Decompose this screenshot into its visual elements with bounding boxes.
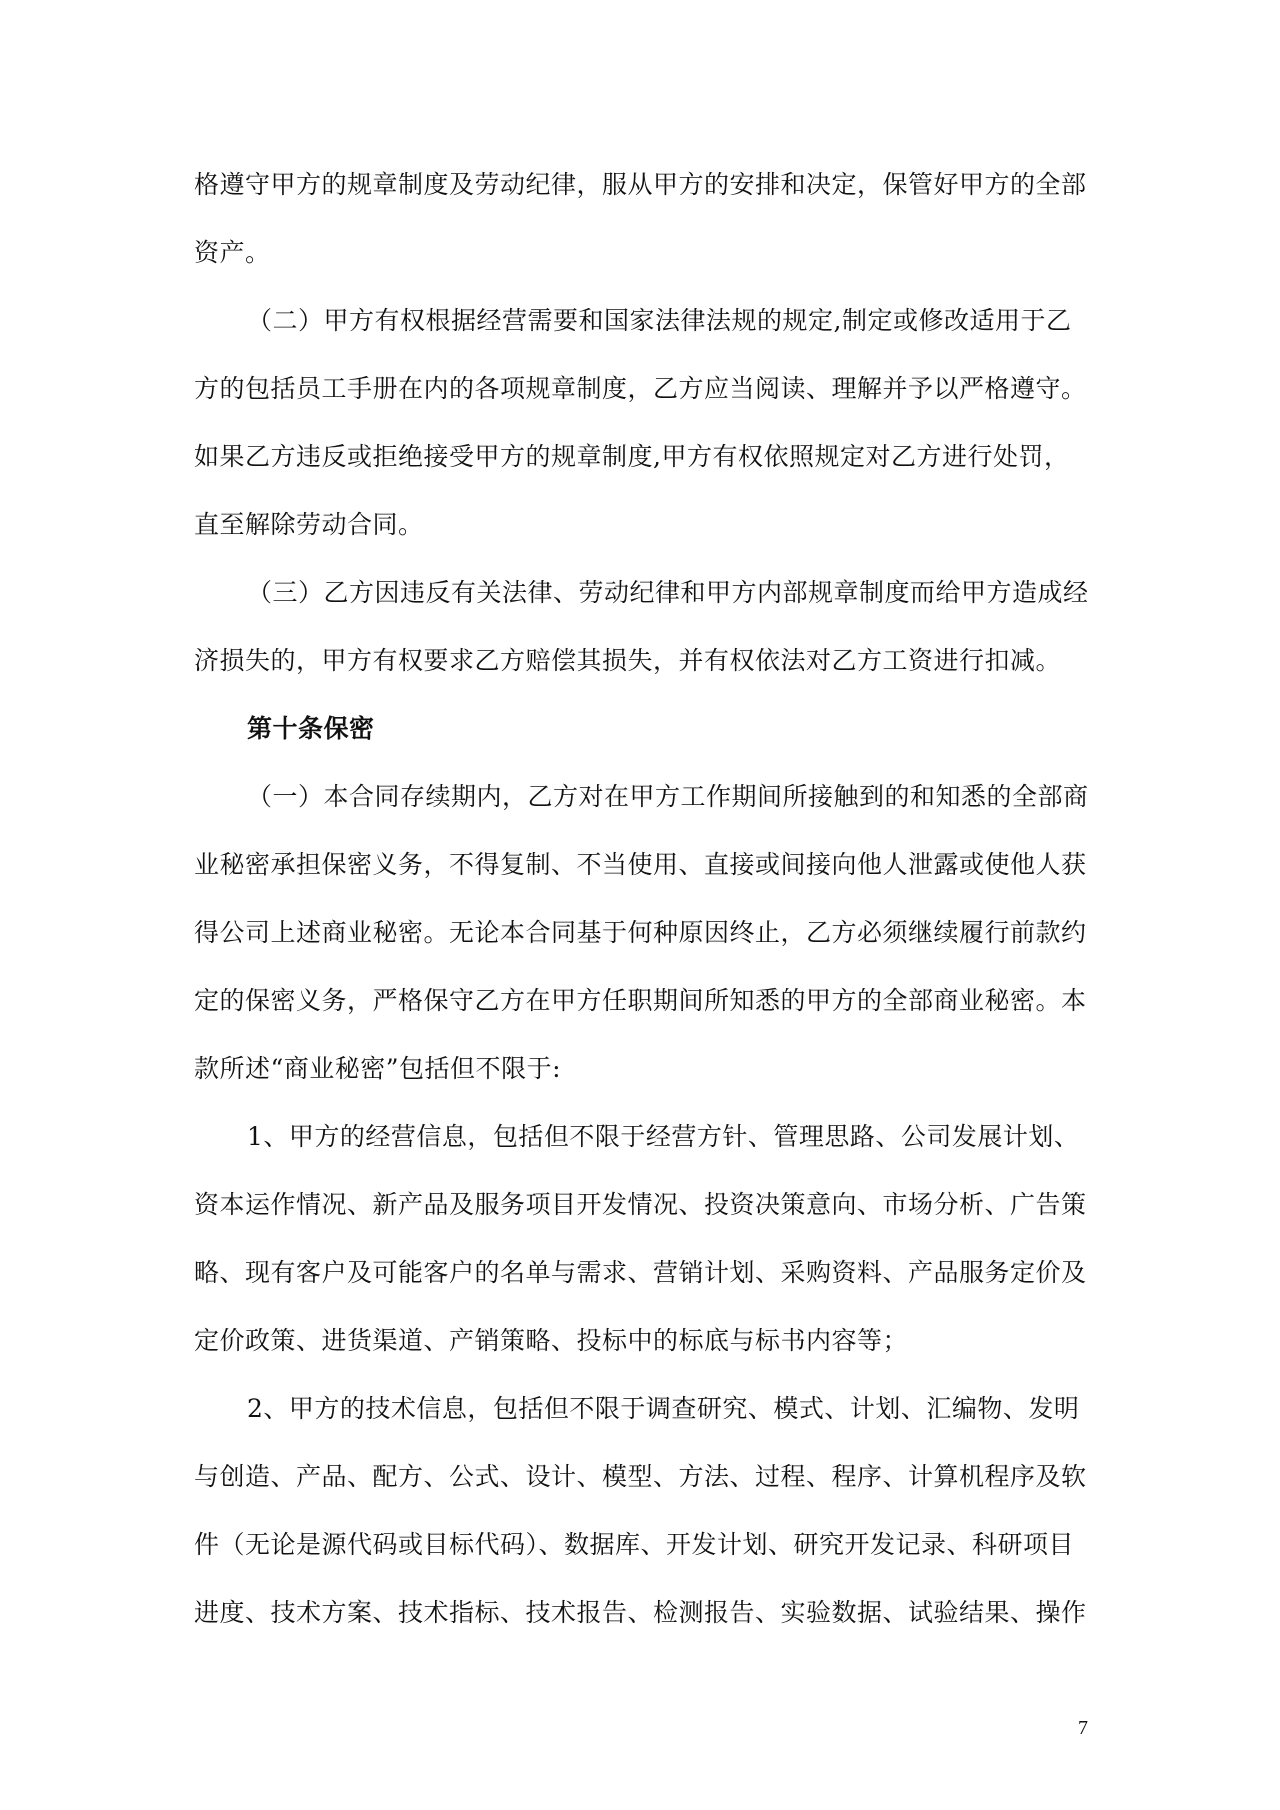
text-line: 济损失的，甲方有权要求乙方赔偿其损失，并有权依法对乙方工资进行扣减。 [194,646,1062,675]
text-line: 得公司上述商业秘密。无论本合同基于何种原因终止，乙方必须继续履行前款约 [194,918,1087,947]
text-line: 方的包括员工手册在内的各项规章制度，乙方应当阅读、理解并予以严格遵守。 [194,374,1087,403]
page-number: 7 [1078,1717,1088,1739]
text-line: 件（无论是源代码或目标代码）、数据库、开发计划、研究开发记录、科研项目 [194,1530,1075,1559]
text-line: 与创造、产品、配方、公式、设计、模型、方法、过程、程序、计算机程序及软 [194,1462,1087,1491]
text-line: 业秘密承担保密义务，不得复制、不当使用、直接或间接向他人泄露或使他人获 [194,850,1087,879]
text-line: 直至解除劳动合同。 [194,510,424,539]
text-line: 资产。 [194,238,271,267]
section-heading: 第十条保密 [247,714,375,743]
text-line: 资本运作情况、新产品及服务项目开发情况、投资决策意向、市场分析、广告策 [194,1190,1087,1219]
text-line: 定的保密义务，严格保守乙方在甲方任职期间所知悉的甲方的全部商业秘密。本 [194,986,1087,1015]
text-line: 略、现有客户及可能客户的名单与需求、营销计划、采购资料、产品服务定价及 [194,1258,1087,1287]
text-line: 款所述“商业秘密”包括但不限于: [194,1054,561,1083]
paragraph-start-line: 1、甲方的经营信息，包括但不限于经营方针、管理思路、公司发展计划、 [247,1122,1080,1151]
paragraph-start-line: （三）乙方因违反有关法律、劳动纪律和甲方内部规章制度而给甲方造成经 [247,578,1089,607]
paragraph-start-line: （一）本合同存续期内，乙方对在甲方工作期间所接触到的和知悉的全部商 [247,782,1089,811]
text-line: 进度、技术方案、技术指标、技术报告、检测报告、实验数据、试验结果、操作 [194,1598,1087,1627]
paragraph-start-line: （二）甲方有权根据经营需要和国家法律法规的规定,制定或修改适用于乙 [247,306,1072,335]
text-line: 定价政策、进货渠道、产销策略、投标中的标底与标书内容等； [194,1326,909,1355]
text-line: 如果乙方违反或拒绝接受甲方的规章制度,甲方有权依照规定对乙方进行处罚， [194,442,1070,471]
text-line: 格遵守甲方的规章制度及劳动纪律，服从甲方的安排和决定，保管好甲方的全部 [194,170,1087,199]
paragraph-start-line: 2、甲方的技术信息，包括但不限于调查研究、模式、计划、汇编物、发明 [247,1394,1080,1423]
